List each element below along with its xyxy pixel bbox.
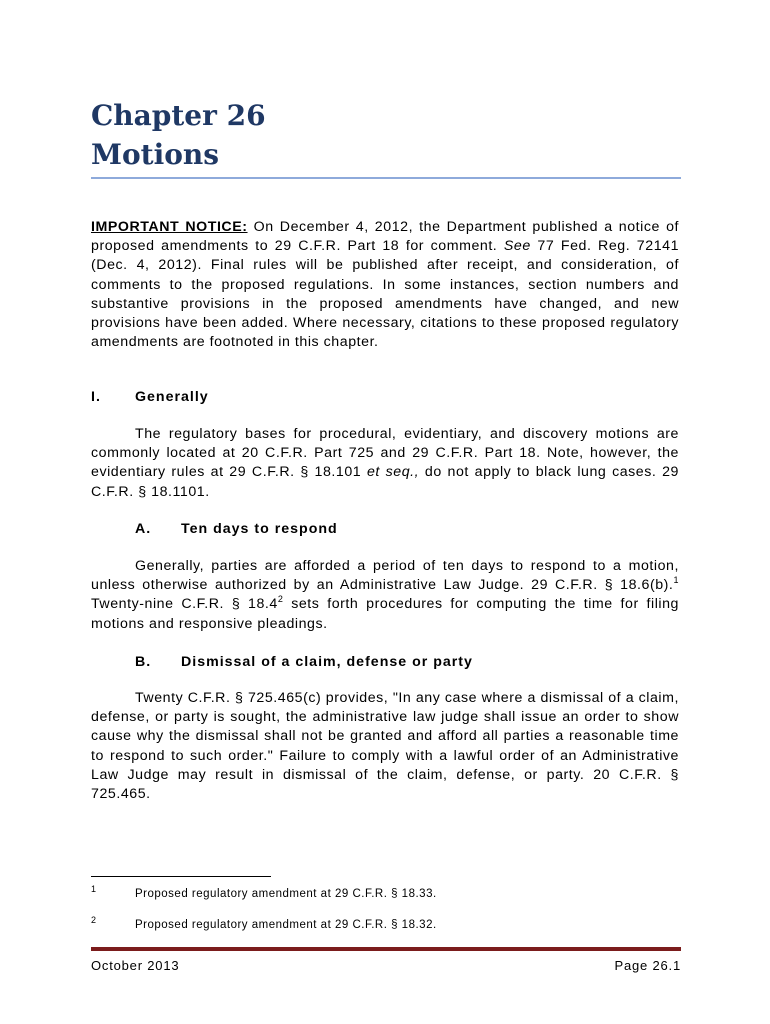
footnote-number: 1 [91,884,97,894]
notice-label: IMPORTANT NOTICE: [91,219,248,235]
footnote-number: 2 [91,915,97,925]
chapter-title [91,96,266,174]
section-i-paragraph [91,425,679,502]
subsection-letter: B. [135,654,152,670]
section-i-text-1: The regulatory bases for procedural, evidentiary, and discovery motions are commonly located at 20 C.F.R. Part 725 and 29 C.F.R. Part 18. Note, however, the evidentiary rules at 29 C.F.R. § 18.101 [91,426,679,481]
footnote-ref-2[interactable]: 2 [277,594,284,605]
notice-see: See [503,238,531,255]
subsection-title: Dismissal of a claim, defense or party [181,654,473,670]
subsection-letter: A. [135,521,152,537]
chapter-name: Motions [91,138,220,171]
section-i-text-2: do not apply to black lung cases. 29 C.F.R. § 18.1101. [91,464,679,500]
important-notice [91,218,679,352]
footnote-text: Proposed regulatory amendment at 29 C.F.R. § 18.33. [135,888,437,900]
notice-text-2: 77 Fed. Reg. 72141 (Dec. 4, 2012). Final rules will be published after receipt, and consideration, of comments to the proposed regulations. In some instances, section numbers and substantive provisions in the proposed amendments have changed, and new provisions have been added. Where necessary, citations to these proposed regulatory amendments are footnoted in this chapter. [91,238,680,351]
footer-date: October 2013 [91,958,180,973]
section-a-paragraph [91,557,679,634]
et-seq: et seq., [366,464,420,481]
section-number: I. [91,389,101,405]
footnote-separator [91,876,271,877]
footnote-ref-1[interactable]: 1 [673,575,679,586]
chapter-number: Chapter 26 [91,99,266,132]
section-a-text-1: Generally, parties are afforded a period of ten days to respond to a motion, unless otherwise authorized by an Administrative Law Judge. 29 C.F.R. § 18.6(b). [91,558,679,594]
section-a-text-3: sets forth procedures for computing the time for filing motions and responsive pleadings. [91,596,679,632]
section-a-text-2: Twenty-nine C.F.R. § 18.4 [91,596,278,613]
title-divider [91,177,681,179]
notice-text-1: On December 4, 2012, the Department published a notice of proposed amendments to 29 C.F.R. Part 18 for comment. [91,219,680,255]
footnote-text: Proposed regulatory amendment at 29 C.F.R. § 18.32. [135,919,437,931]
document-page [91,0,681,1024]
section-title: Generally [135,389,209,405]
subsection-title: Ten days to respond [181,521,338,537]
footer-divider [91,947,681,951]
section-b-paragraph: Twenty C.F.R. § 725.465(c) provides, "In any case where a dismissal of a claim, defense, or party is sought, the administrative law judge shall issue an order to show cause why the dismissal shall not be granted and afford all parties a reasonable time to respond to such order." Failure to comply with a lawful order of an Administrative Law Judge may result in dismissal of the claim, defense, or party. 20 C.F.R. § 725.465. [91,690,679,803]
footer-page-number: Page 26.1 [614,958,681,973]
